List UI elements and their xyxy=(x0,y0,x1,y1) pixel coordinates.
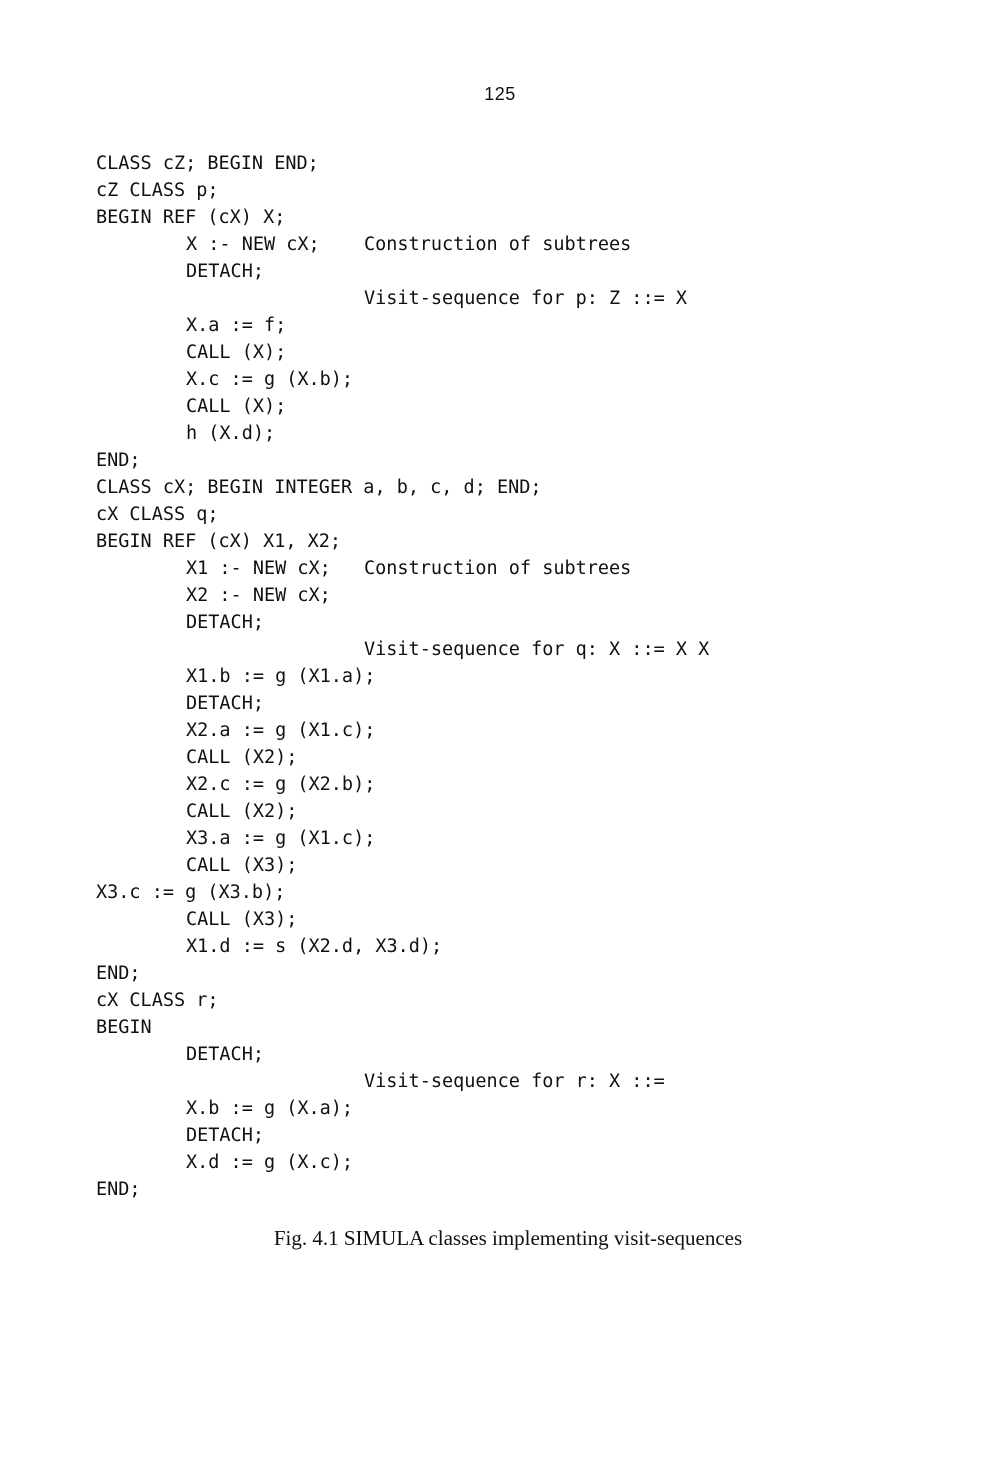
code-line xyxy=(0,1095,1000,1122)
code-annotation: Construction of subtrees xyxy=(364,234,632,255)
code-text: X1.d := s (X2.d, X3.d); xyxy=(186,936,443,957)
code-line xyxy=(0,366,1000,393)
code-line xyxy=(0,663,1000,690)
code-line xyxy=(0,879,1000,906)
code-text: h (X.d); xyxy=(186,423,276,444)
code-text: CALL (X); xyxy=(186,396,287,417)
code-line xyxy=(0,258,1000,285)
code-text: X3.c := g (X3.b); xyxy=(96,882,286,903)
code-text: X1 :- NEW cX; xyxy=(186,558,331,579)
code-line xyxy=(0,825,1000,852)
code-line xyxy=(0,852,1000,879)
code-text: X :- NEW cX; xyxy=(186,234,320,255)
code-annotation: Construction of subtrees xyxy=(364,558,632,579)
code-text: BEGIN xyxy=(96,1017,152,1038)
code-text: CLASS cZ; BEGIN END; xyxy=(96,153,319,174)
code-line xyxy=(0,906,1000,933)
code-text: X2.c := g (X2.b); xyxy=(186,774,376,795)
code-text: X2.a := g (X1.c); xyxy=(186,720,376,741)
code-text: CALL (X); xyxy=(186,342,287,363)
code-line xyxy=(0,1122,1000,1149)
code-text: BEGIN REF (cX) X; xyxy=(96,207,286,228)
code-line xyxy=(0,285,1000,312)
code-line xyxy=(0,987,1000,1014)
code-line xyxy=(0,150,1000,177)
code-line xyxy=(0,1176,1000,1203)
code-text: X.b := g (X.a); xyxy=(186,1098,354,1119)
code-line xyxy=(0,447,1000,474)
code-line xyxy=(0,933,1000,960)
code-text: END; xyxy=(96,963,141,984)
code-line xyxy=(0,798,1000,825)
code-line xyxy=(0,177,1000,204)
code-line xyxy=(0,474,1000,501)
code-line xyxy=(0,555,1000,582)
code-line xyxy=(0,501,1000,528)
code-text: X.c := g (X.b); xyxy=(186,369,354,390)
code-text: BEGIN REF (cX) X1, X2; xyxy=(96,531,342,552)
code-line xyxy=(0,582,1000,609)
code-annotation: Visit-sequence for p: Z ::= X xyxy=(364,288,688,309)
code-text: DETACH; xyxy=(186,261,264,282)
code-line xyxy=(0,960,1000,987)
code-line xyxy=(0,204,1000,231)
code-line xyxy=(0,1149,1000,1176)
code-text: END; xyxy=(96,1179,141,1200)
code-text: X2 :- NEW cX; xyxy=(186,585,331,606)
code-text: cX CLASS r; xyxy=(96,990,219,1011)
code-text: CALL (X2); xyxy=(186,747,298,768)
code-line xyxy=(0,231,1000,258)
code-line xyxy=(0,393,1000,420)
code-line xyxy=(0,1041,1000,1068)
code-text: END; xyxy=(96,450,141,471)
code-annotation: Visit-sequence for q: X ::= X X xyxy=(364,639,710,660)
code-line xyxy=(0,312,1000,339)
code-annotation: Visit-sequence for r: X ::= xyxy=(364,1071,665,1092)
code-text: CALL (X3); xyxy=(186,855,298,876)
code-text: CALL (X3); xyxy=(186,909,298,930)
figure-caption: Fig. 4.1 SIMULA classes implementing visit-sequences xyxy=(273,1226,743,1250)
code-text: X1.b := g (X1.a); xyxy=(186,666,376,687)
code-text: DETACH; xyxy=(186,1125,264,1146)
code-line xyxy=(0,771,1000,798)
code-text: DETACH; xyxy=(186,1044,264,1065)
code-text: CLASS cX; BEGIN INTEGER a, b, c, d; END; xyxy=(96,477,542,498)
code-text: X.d := g (X.c); xyxy=(186,1152,354,1173)
code-text: CALL (X2); xyxy=(186,801,298,822)
code-text: cX CLASS q; xyxy=(96,504,219,525)
code-line xyxy=(0,1068,1000,1095)
code-line xyxy=(0,609,1000,636)
page-number: 125 xyxy=(484,84,516,104)
code-line xyxy=(0,528,1000,555)
code-line xyxy=(0,420,1000,447)
code-line xyxy=(0,636,1000,663)
code-text: DETACH; xyxy=(186,693,264,714)
code-text: X3.a := g (X1.c); xyxy=(186,828,376,849)
code-line xyxy=(0,339,1000,366)
code-text: DETACH; xyxy=(186,612,264,633)
code-line xyxy=(0,744,1000,771)
code-text: cZ CLASS p; xyxy=(96,180,219,201)
code-line xyxy=(0,717,1000,744)
code-line xyxy=(0,1014,1000,1041)
code-line xyxy=(0,690,1000,717)
code-text: X.a := f; xyxy=(186,315,287,336)
